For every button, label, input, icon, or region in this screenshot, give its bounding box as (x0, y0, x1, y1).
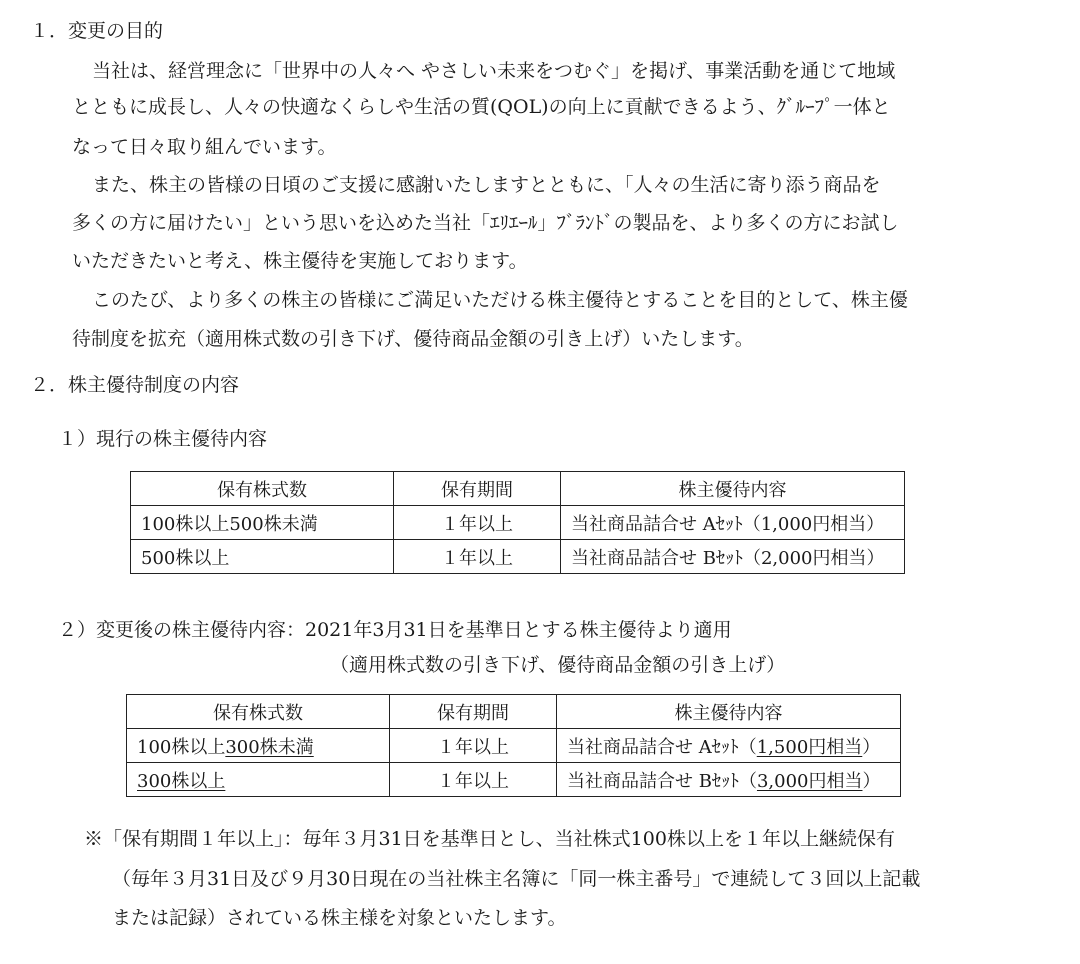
cell-benefit: 当社商品詰合せ Aｾｯﾄ（1,000円相当） (561, 506, 905, 540)
table-row (131, 506, 905, 540)
revised-benefits-subtitle: （適用株式数の引き下げ、優待商品金額の引き上げ） (330, 654, 786, 676)
benefit-text: 当社商品詰合せ Aｾｯﾄ（ (567, 736, 757, 758)
section-2-heading: ２．株主優待制度の内容 (30, 374, 240, 396)
paragraph-line: 当社は、経営理念に「世界中の人々へ やさしい未来をつむぐ」を掲げ、事業活動を通じて地域 (92, 60, 896, 82)
benefit-text: 当社商品詰合せ Bｾｯﾄ（ (567, 770, 757, 792)
cell-benefit (557, 763, 901, 797)
benefit-suffix-text: ） (862, 770, 881, 792)
current-benefits-title: １）現行の株主優待内容 (58, 428, 268, 450)
section-1-heading: １．変更の目的 (30, 20, 164, 42)
paragraph-line: このたび、より多くの株主の皆様にご満足いただける株主優待とすることを目的として、株主優 (92, 289, 908, 311)
paragraph-line: また、株主の皆様の日頃のご支援に感謝いたしますとともに、「人々の生活に寄り添う商品を (92, 174, 881, 196)
table-header-row (131, 472, 905, 506)
revised-benefits-table (126, 694, 901, 797)
cell-shares: 100株以上500株未満 (131, 506, 394, 540)
header-benefit: 株主優待内容 (557, 695, 901, 729)
benefit-changed-text: 1,500円相当 (756, 736, 863, 758)
paragraph-line: いただきたいと考え、株主優待を実施しております。 (72, 250, 528, 272)
cell-period: １年以上 (390, 763, 557, 797)
header-shares: 保有株式数 (131, 472, 394, 506)
header-shares: 保有株式数 (127, 695, 390, 729)
header-period: 保有期間 (394, 472, 561, 506)
note-line: ※「保有期間１年以上」：毎年３月31日を基準日とし、当社株式100株以上を１年以上継続保有 (84, 828, 895, 850)
note-line: または記録）されている株主様を対象といたします。 (112, 907, 567, 929)
header-benefit: 株主優待内容 (561, 472, 905, 506)
cell-period: １年以上 (390, 729, 557, 763)
cell-benefit (557, 729, 901, 763)
shares-unchanged-text: 100株以上 (137, 736, 226, 758)
paragraph-line: とともに成長し、人々の快適なくらしや生活の質(QOL)の向上に貢献できるよう、ｸﾞﾙｰﾌﾟ一体と (72, 96, 891, 118)
cell-shares (127, 729, 390, 763)
shares-changed-text: 300株未満 (225, 736, 314, 758)
note-line: （毎年３月31日及び９月30日現在の当社株主名簿に「同一株主番号」で連続して３回以上記載 (112, 868, 921, 890)
cell-shares: 500株以上 (131, 540, 394, 574)
current-benefits-table (130, 471, 905, 574)
cell-shares (127, 763, 390, 797)
table-row (131, 540, 905, 574)
paragraph-line: 待制度を拡充（適用株式数の引き下げ、優待商品金額の引き上げ）いたします。 (72, 328, 754, 350)
header-period: 保有期間 (390, 695, 557, 729)
benefit-changed-text: 3,000円相当 (756, 770, 863, 792)
cell-benefit: 当社商品詰合せ Bｾｯﾄ（2,000円相当） (561, 540, 905, 574)
table-row (127, 763, 901, 797)
benefit-suffix-text: ） (862, 736, 881, 758)
cell-period: １年以上 (394, 506, 561, 540)
paragraph-line: 多くの方に届けたい」という思いを込めた当社「ｴﾘｴｰﾙ」ﾌﾞﾗﾝﾄﾞの製品を、より多くの方にお試し (72, 212, 899, 234)
revised-benefits-title: ２）変更後の株主優待内容：2021年3月31日を基準日とする株主優待より適用 (58, 619, 732, 641)
table-header-row (127, 695, 901, 729)
paragraph-line: なって日々取り組んでいます。 (72, 136, 337, 158)
table-row (127, 729, 901, 763)
cell-period: １年以上 (394, 540, 561, 574)
shares-changed-text: 300株以上 (137, 770, 226, 792)
